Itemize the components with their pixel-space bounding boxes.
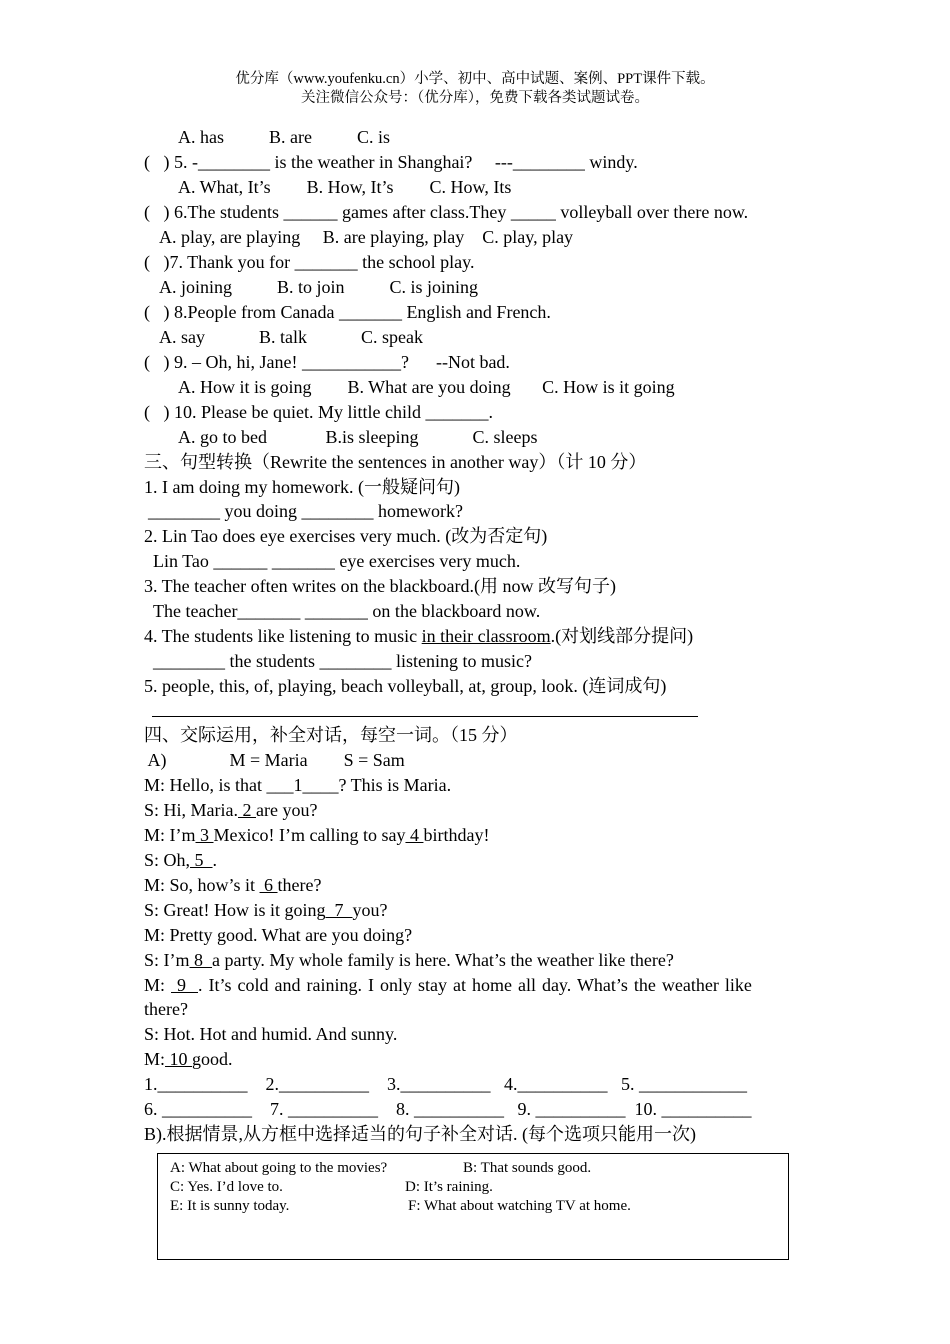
s1: 1. I am doing my homework. (一般疑问句) bbox=[144, 477, 460, 497]
part-a-heading: A) M = Maria S = Sam bbox=[144, 750, 405, 770]
s4-answer: ________ the students ________ listening to music? bbox=[153, 651, 532, 671]
dialogue-line-1: M: Hello, is that ___1____? This is Maria. bbox=[144, 775, 452, 795]
q8-options: A. say B. talk C. speak bbox=[159, 327, 423, 347]
s1-answer: ________ you doing ________ homework? bbox=[148, 501, 463, 521]
option-a: A: What about going to the movies? bbox=[170, 1160, 388, 1176]
section4-title: 四、交际运用，补全对话，每空一词。（15 分） bbox=[144, 725, 518, 745]
dialogue-line-10: S: Hot. Hot and humid. And sunny. bbox=[144, 1024, 398, 1044]
s4-text: 4. The students like listening to music bbox=[144, 626, 422, 646]
option-f: F: What about watching TV at home. bbox=[408, 1198, 631, 1214]
dialogue-line-9: M: 9 . It’s cold and raining. I only stay at home all day. What’s the weather like bbox=[144, 975, 752, 995]
header-line-2: 关注微信公众号：（优分库），免费下载各类试题试卷。 bbox=[301, 90, 649, 106]
section3-title: 三、句型转换（Rewrite the sentences in another way）（计 10 分） bbox=[144, 452, 647, 472]
q7-options: A. joining B. to join C. is joining bbox=[159, 277, 479, 297]
q4-options: A. has B. are C. is bbox=[178, 127, 390, 147]
s3: 3. The teacher often writes on the blackboard.(用 now 改写句子) bbox=[144, 576, 617, 596]
s4-instruction: .(对划线部分提问) bbox=[550, 626, 694, 646]
s5-answer-line bbox=[152, 716, 698, 717]
header-line-1: 优分库（www.youfenku.cn）小学、初中、高中试题、案例、PPT课件下载。 bbox=[235, 71, 715, 87]
dialogue-line-3: M: I’m 3 Mexico! I’m calling to say 4 birthday! bbox=[144, 825, 490, 845]
s3-answer: The teacher_______ _______ on the blackboard now. bbox=[153, 601, 541, 621]
dialogue-line-8: S: I’m 8 a party. My whole family is here. What’s the weather like there? bbox=[144, 950, 674, 970]
dialogue-line-11: M: 10 good. bbox=[144, 1049, 233, 1069]
dialogue-line-9-cont: there? bbox=[144, 999, 188, 1019]
q10-options: A. go to bed B.is sleeping C. sleeps bbox=[178, 427, 538, 447]
option-d: D: It’s raining. bbox=[405, 1179, 493, 1195]
s2-answer: Lin Tao ______ _______ eye exercises very much. bbox=[153, 551, 521, 571]
q9-options: A. How it is going B. What are you doing C. How is it going bbox=[178, 377, 675, 397]
q5-options: A. What, It’s B. How, It’s C. How, Its bbox=[178, 177, 512, 197]
answer-blanks-row-2: 6. __________ 7. __________ 8. __________ 9. __________ 10. __________ bbox=[144, 1099, 752, 1119]
s5: 5. people, this, of, playing, beach volleyball, at, group, look. (连词成句) bbox=[144, 676, 667, 696]
q6: ( ) 6.The students ______ games after class.They _____ volleyball over there now. bbox=[144, 202, 749, 222]
option-b: B: That sounds good. bbox=[463, 1160, 592, 1176]
s4 bbox=[144, 625, 693, 647]
dialogue-line-2: S: Hi, Maria. 2 are you? bbox=[144, 800, 318, 820]
q10: ( ) 10. Please be quiet. My little child _______. bbox=[144, 402, 493, 422]
q6-options: A. play, are playing B. are playing, play C. play, play bbox=[159, 227, 574, 247]
option-c: C: Yes. I’d love to. bbox=[170, 1179, 283, 1195]
s2: 2. Lin Tao does eye exercises very much. (改为否定句) bbox=[144, 526, 548, 546]
q9: ( ) 9. – Oh, hi, Jane! ___________? --Not bad. bbox=[144, 352, 510, 372]
option-e: E: It is sunny today. bbox=[170, 1198, 290, 1214]
dialogue-line-4: S: Oh, 5 . bbox=[144, 850, 218, 870]
dialogue-line-7: M: Pretty good. What are you doing? bbox=[144, 925, 413, 945]
answer-blanks-row-1: 1.__________ 2.__________ 3.__________ 4.__________ 5. ____________ bbox=[144, 1074, 747, 1094]
q5: ( ) 5. -________ is the weather in Shanghai? ---________ windy. bbox=[144, 152, 638, 172]
dialogue-line-5: M: So, how’s it 6 there? bbox=[144, 875, 322, 895]
q8: ( ) 8.People from Canada _______ English and French. bbox=[144, 302, 551, 322]
part-b-heading: B).根据情景,从方框中选择适当的句子补全对话. (每个选项只能用一次) bbox=[144, 1124, 696, 1144]
q7: ( )7. Thank you for _______ the school play. bbox=[144, 252, 475, 272]
s4-underlined: in their classroom bbox=[421, 626, 551, 646]
options-box bbox=[157, 1153, 789, 1260]
dialogue-line-6: S: Great! How is it going 7 you? bbox=[144, 900, 388, 920]
